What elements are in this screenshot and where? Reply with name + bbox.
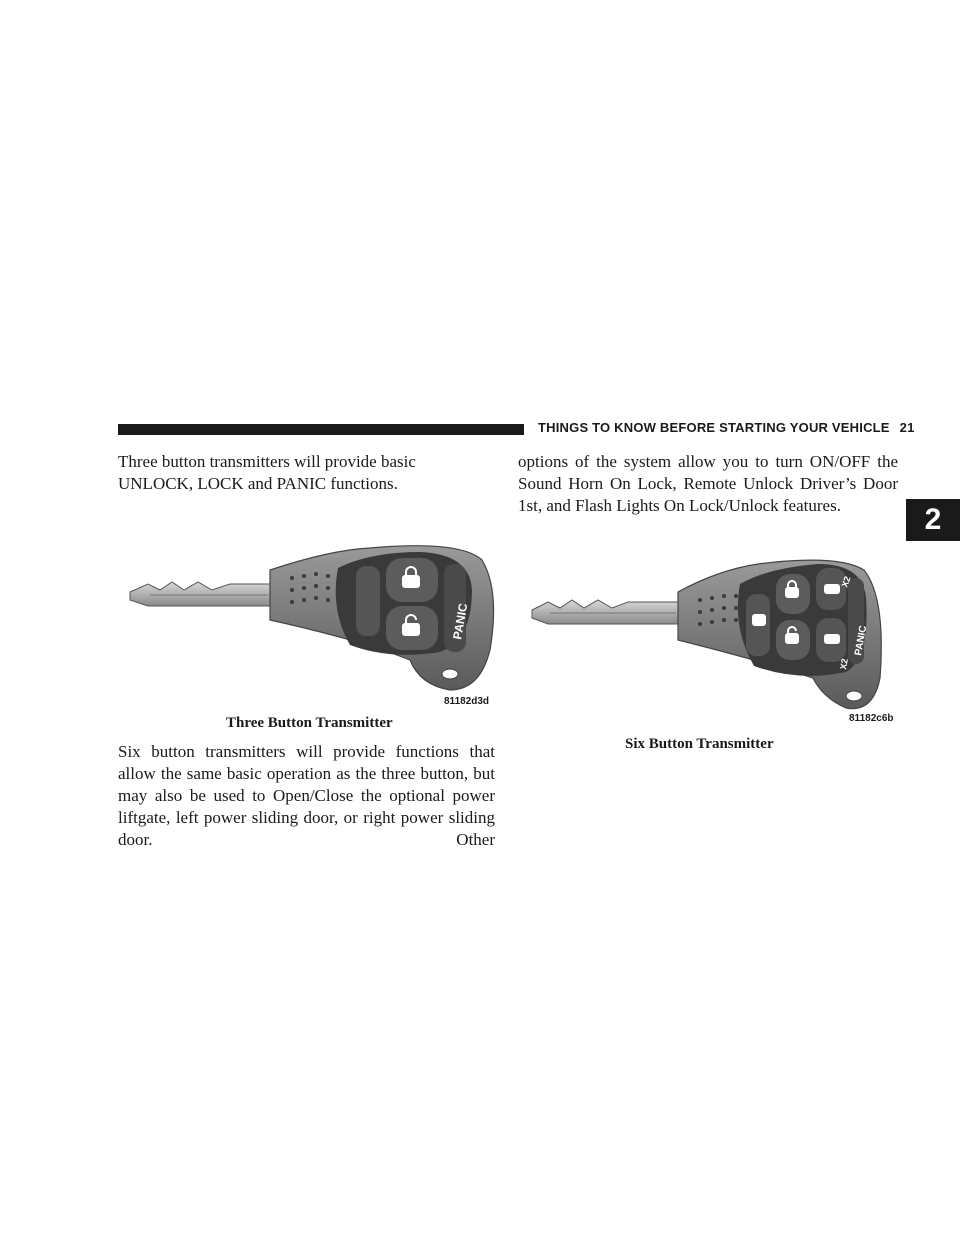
six-button-transmitter-illustration <box>528 548 888 718</box>
figure-code-six-button: 81182c6b <box>849 713 894 724</box>
panic-label: PANIC <box>450 602 471 641</box>
x2-label-top: X2 <box>839 574 853 589</box>
left-blank-button <box>356 566 380 636</box>
chapter-tab: 2 <box>906 499 960 541</box>
figure-code-three-button: 81182d3d <box>444 696 490 707</box>
page-number: 21 <box>899 420 915 435</box>
caption-three-button: Three Button Transmitter <box>226 715 393 731</box>
section-title: THINGS TO KNOW BEFORE STARTING YOUR VEHICLE <box>538 420 890 435</box>
paragraph-options: options of the system allow you to turn ON/OFF the Sound Horn On Lock, Remote Unlock Driver’s Door 1st, and Flash Lights On Lock/Unlock features. <box>518 452 898 515</box>
panic-label: PANIC <box>853 624 870 657</box>
caption-six-button: Six Button Transmitter <box>625 736 774 752</box>
x2-label-bottom: X2 <box>838 657 850 671</box>
paragraph-three-button: Three button transmitters will provide basic UNLOCK, LOCK and PANIC functions. <box>118 452 416 493</box>
three-button-transmitter-illustration <box>120 540 500 700</box>
header-rule <box>118 424 524 435</box>
running-header <box>538 420 915 435</box>
paragraph-six-button: Six button transmitters will provide functions that allow the same basic operation as the three button, but may also be used to Open/Close the optional power liftgate, left power sliding door, or right power sliding door. Other <box>118 742 495 849</box>
